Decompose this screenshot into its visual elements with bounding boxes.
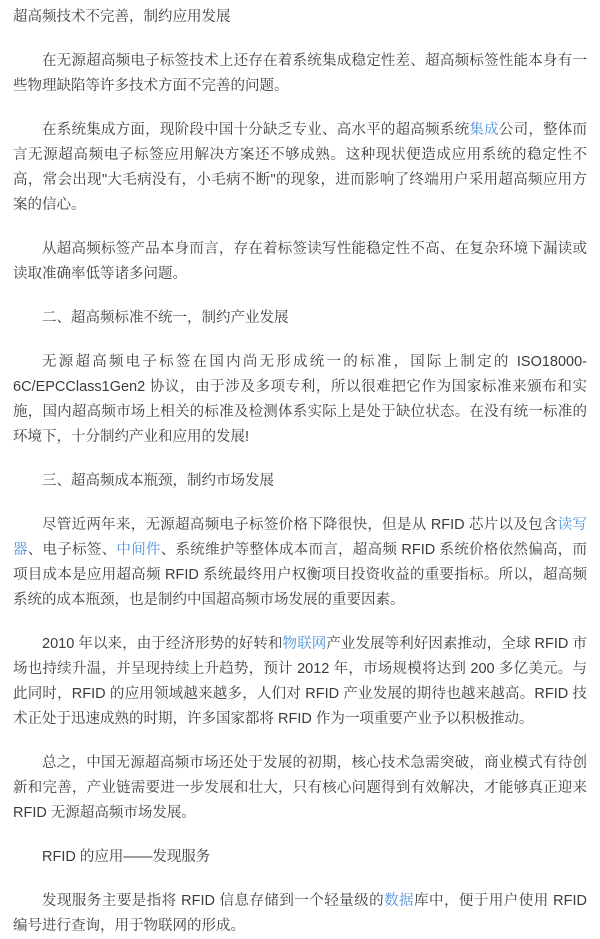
text-run: 尽管近两年来，无源超高频电子标签价格下降很快，但是从 RFID 芯片以及包含 bbox=[42, 517, 558, 533]
text-run: 库中，便于用户使用 RFID 编号进行查询，用于物联网的形成。 bbox=[13, 893, 588, 934]
text-run: 三、超高频成本瓶颈，制约市场发展 bbox=[42, 473, 274, 489]
text-run: 总之，中国无源超高频市场还处于发展的初期，核心技术急需突破，商业模式有待创新和完善，产业链需要进一步发展和壮大，只有核心问题得到有效解决，才能够真正迎来 RFID 无源超高频市场发展。 bbox=[13, 755, 587, 821]
paragraph bbox=[13, 513, 587, 613]
paragraph bbox=[13, 237, 587, 287]
text-run: 产业发展等利好因素推动，全球 RFID 市场也持续升温，并呈现持续上升趋势，预计 2012 年，市场规模将达到 200 多亿美元。与此同时，RFID 的应用领域越来越多，人们对 RFID 产业发展的期待也越来越高。RFID 技术正处于迅速成熟的时期，许多国家都将 RFID 作为一项重要产业予以积极推动。 bbox=[13, 636, 587, 727]
text-run: 2010 年以来，由于经济形势的好转和 bbox=[42, 636, 283, 652]
text-run: 在无源超高频电子标签技术上还存在着系统集成稳定性差、超高频标签性能本身有一些物理缺陷等许多技术方面不完善的问题。 bbox=[13, 53, 587, 94]
text-run: 在系统集成方面，现阶段中国十分缺乏专业、高水平的超高频系统 bbox=[42, 122, 470, 138]
paragraph bbox=[13, 889, 587, 939]
text-run: 超高频技术不完善，制约应用发展 bbox=[13, 9, 231, 25]
inline-link[interactable]: 中间件 bbox=[116, 542, 161, 558]
text-run: 发现服务主要是指将 RFID 信息存储到一个轻量级的 bbox=[42, 893, 385, 909]
inline-link[interactable]: 数据 bbox=[384, 893, 415, 909]
paragraph bbox=[13, 632, 587, 732]
section-heading bbox=[13, 845, 587, 870]
paragraph bbox=[13, 49, 587, 99]
section-heading bbox=[13, 306, 587, 331]
text-run: 、电子标签、 bbox=[27, 542, 117, 558]
text-run: 、系统维护等整体成本而言，超高频 RFID 系统价格依然偏高，而项目成本是应用超高频 RFID 系统最终用户权衡项目投资收益的重要指标。所以，超高频系统的成本瓶颈，也是制约中国超高频市场发展的重要因素。 bbox=[13, 542, 588, 608]
inline-link[interactable]: 物联网 bbox=[282, 636, 327, 652]
paragraph bbox=[13, 751, 587, 826]
paragraph bbox=[13, 350, 587, 450]
section-heading bbox=[13, 469, 587, 494]
paragraph bbox=[13, 118, 587, 218]
text-run: 无源超高频电子标签在国内尚无形成统一的标准，国际上制定的 ISO18000-6C/EPCClass1Gen2 协议，由于涉及多项专利，所以很难把它作为国家标准来颁布和实施，国内超高频市场上相关的标准及检测体系实际上是处于缺位状态。在没有统一标准的环境下，十分制约产业和应用的发展! bbox=[13, 354, 587, 445]
text-run: RFID 的应用——发现服务 bbox=[42, 849, 211, 865]
inline-link[interactable]: 集成 bbox=[469, 122, 499, 138]
article-title bbox=[13, 5, 587, 30]
text-run: 公司，整体而言无源超高频电子标签应用解决方案还不够成熟。这种现状便造成应用系统的稳定性不高，常会出现"大毛病没有，小毛病不断"的现象，进而影响了终端用户采用超高频应用方案的信心。 bbox=[13, 122, 588, 213]
text-run: 二、超高频标准不统一，制约产业发展 bbox=[42, 310, 289, 326]
text-run: 从超高频标签产品本身而言，存在着标签读写性能稳定性不高、在复杂环境下漏读或读取准确率低等诸多问题。 bbox=[13, 241, 587, 282]
inline-link[interactable]: 读写器 bbox=[13, 517, 587, 558]
